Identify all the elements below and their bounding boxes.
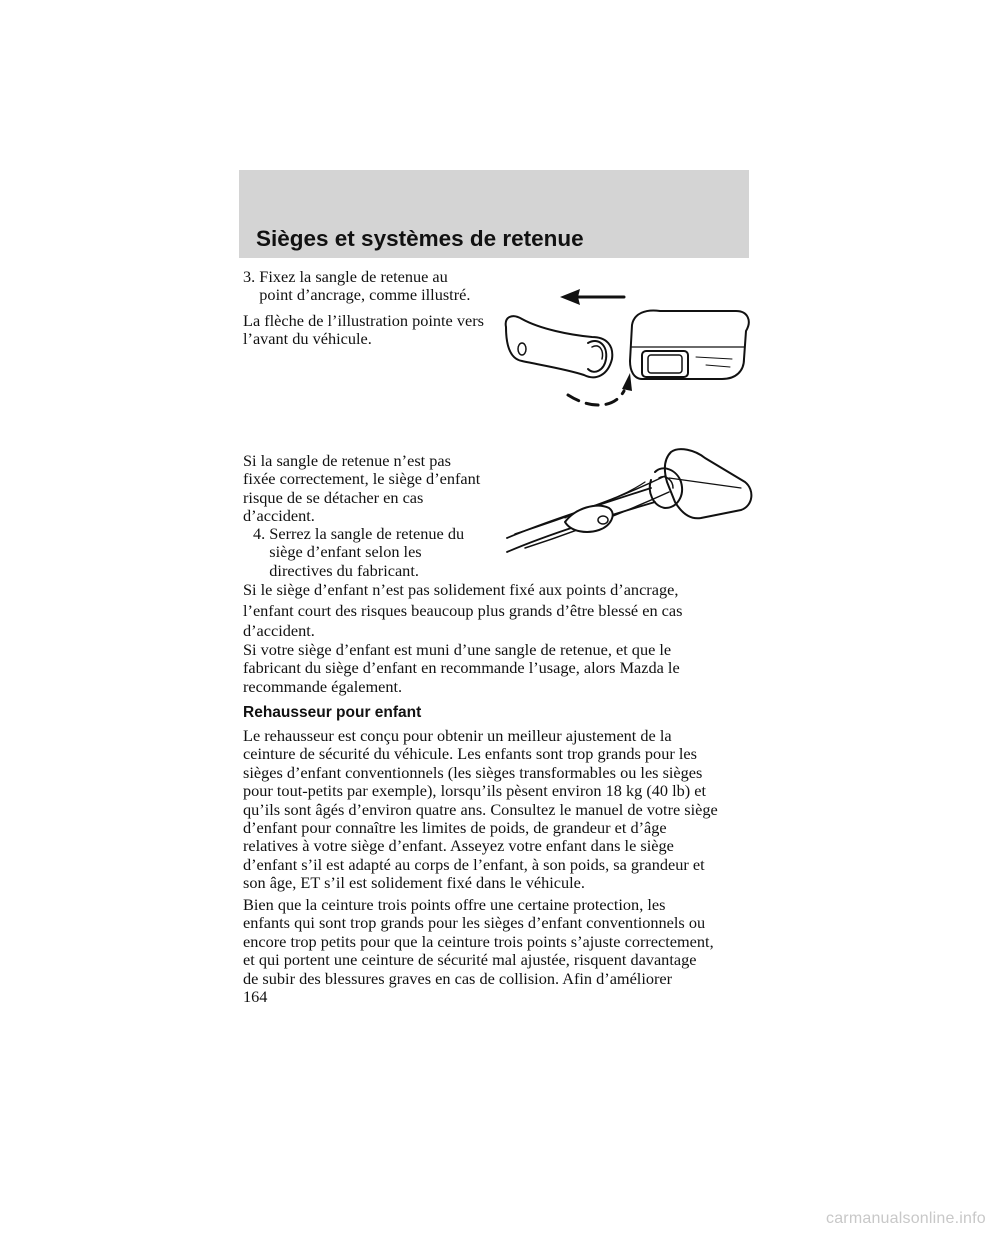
tether-hook (506, 316, 613, 377)
footer-watermark: carmanualsonline.info (826, 1210, 986, 1227)
section-header-band (239, 170, 749, 258)
booster-seat-heading: Rehausseur pour enfant (243, 704, 422, 721)
warning-text: Si la sangle de retenue n’est pas fixée correctement, le siège d’enfant risque de se détacher en cas d’accident. (243, 451, 481, 526)
step-3-text: 3. Fixez la sangle de retenue au point d’ancrage, comme illustré. (243, 267, 471, 305)
tether-hook-attach-illustration (500, 285, 756, 415)
forward-arrow-head (560, 289, 580, 305)
step-4-text: 4. Serrez la sangle de retenue du siège d’enfant selon les directives du fabricant. (253, 524, 465, 580)
arrow-note-text: La flèche de l’illustration pointe vers l’avant du véhicule. (243, 311, 484, 349)
tether-recommendation-paragraph: Si votre siège d’enfant est muni d’une sangle de retenue, et que le fabricant du siège d’enfant en recommande l’usage, alors Mazda le recommande également. (243, 640, 680, 696)
section-title: Sièges et systèmes de retenue (256, 226, 584, 251)
anchor-warning-paragraph: Si le siège d’enfant n’est pas solidement fixé aux points d’ancrage, l’enfant court des risques beaucoup plus grands d’être blessé en cas d’accident. (243, 580, 683, 640)
booster-paragraph-2: Bien que la ceinture trois points offre une certaine protection, les enfants qui sont trop grands pour les sièges d’enfant conventionnels ou encore trop petits pour que la ceinture trois points s’ajuste correctement, et qui portent une ceinture de sécurité mal ajustée, risquent davantage de subir des blessures graves en cas de collision. Afin d’améliorer (243, 895, 714, 988)
booster-paragraph-1: Le rehausseur est conçu pour obtenir un meilleur ajustement de la ceinture de sécurité du véhicule. Les enfants sont trop grands pour les sièges d’enfant conventionnels (les sièges transformables ou les sièges pour tout-petits par exemple), lorsqu’ils pèsent environ 18 kg (40 lb) et qu’ils sont âgés d’environ quatre ans. Consultez le manuel de votre siège d’enfant pour connaître les limites de poids, de grandeur et d’âge relatives à votre siège d’enfant. Asseyez votre enfant dans le siège d’enfant s’il est adapté au corps de l’enfant, à son poids, sa grandeur et son âge, ET s’il est solidement fixé dans le véhicule. (243, 726, 718, 893)
tighten-strap-illustration (505, 442, 757, 554)
strap-adjuster (565, 506, 613, 532)
curved-dashed-arrow (568, 391, 624, 405)
curved-arrow-head (622, 373, 632, 391)
page-number: 164 (243, 987, 268, 1006)
